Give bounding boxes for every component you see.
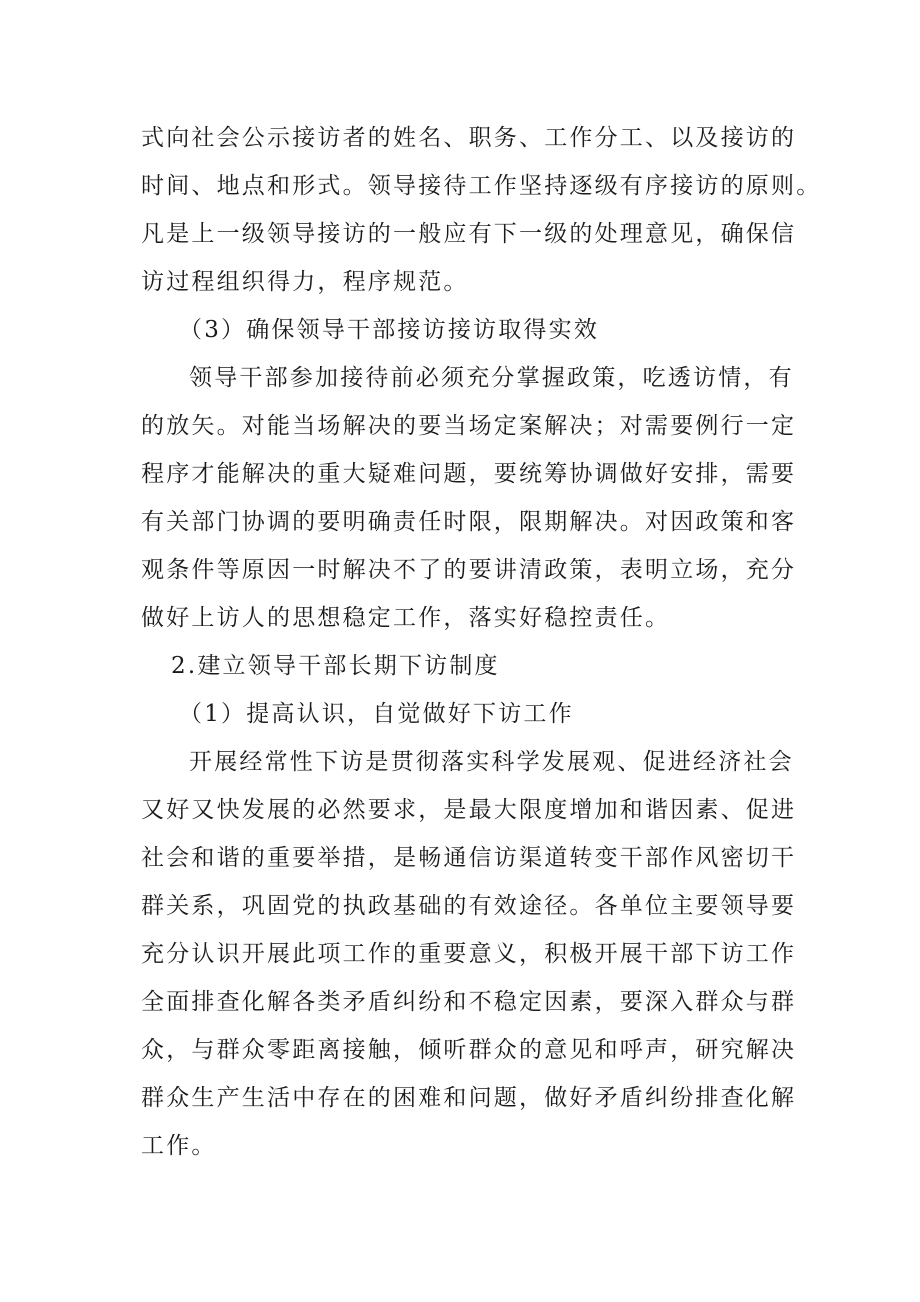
text-line: 的放矢。对能当场解决的要当场定案解决；对需要例行一定 bbox=[141, 413, 797, 439]
text-line: 群关系，巩固党的执政基础的有效途径。各单位主要领导要 bbox=[141, 893, 797, 919]
subsection-heading: （1）提高认识，自觉做好下访工作 bbox=[179, 701, 574, 727]
text-line: 观条件等原因一时解决不了的要讲清政策，表明立场，充分 bbox=[141, 557, 797, 583]
text-line: 式向社会公示接访者的姓名、职务、工作分工、以及接访的 bbox=[141, 125, 797, 151]
paragraph-first-line: 领导干部参加接待前必须充分掌握政策，吃透访情，有 bbox=[189, 365, 794, 391]
text-line: 众，与群众零距离接触，倾听群众的意见和呼声，研究解决 bbox=[141, 1037, 797, 1063]
text-line: 又好又快发展的必然要求，是最大限度增加和谐因素、促进 bbox=[141, 797, 797, 823]
document-body bbox=[141, 114, 822, 1170]
subsection-heading: （3）确保领导干部接访接访取得实效 bbox=[179, 317, 600, 343]
text-line: 全面排查化解各类矛盾纠纷和不稳定因素，要深入群众与群 bbox=[141, 989, 797, 1015]
text-line: 凡是上一级领导接访的一般应有下一级的处理意见，确保信 bbox=[141, 221, 797, 247]
text-line: 充分认识开展此项工作的重要意义，积极开展干部下访工作 bbox=[141, 941, 797, 967]
text-line: 访过程组织得力，程序规范。 bbox=[141, 269, 469, 295]
paragraph-first-line: 开展经常性下访是贯彻落实科学发展观、促进经济社会 bbox=[189, 749, 794, 775]
text-line: 群众生产生活中存在的困难和问题，做好矛盾纠纷排查化解 bbox=[141, 1085, 797, 1111]
text-line: 做好上访人的思想稳定工作，落实好稳控责任。 bbox=[141, 605, 671, 631]
text-line: 程序才能解决的重大疑难问题，要统筹协调做好安排，需要 bbox=[141, 461, 797, 487]
text-line: 工作。 bbox=[141, 1133, 217, 1159]
section-heading: 2.建立领导干部长期下访制度 bbox=[171, 653, 500, 679]
text-line: 有关部门协调的要明确责任时限，限期解决。对因政策和客 bbox=[141, 509, 797, 535]
text-line: 社会和谐的重要举措，是畅通信访渠道转变干部作风密切干 bbox=[141, 845, 797, 871]
text-line: 时间、地点和形式。领导接待工作坚持逐级有序接访的原则。 bbox=[141, 173, 822, 199]
